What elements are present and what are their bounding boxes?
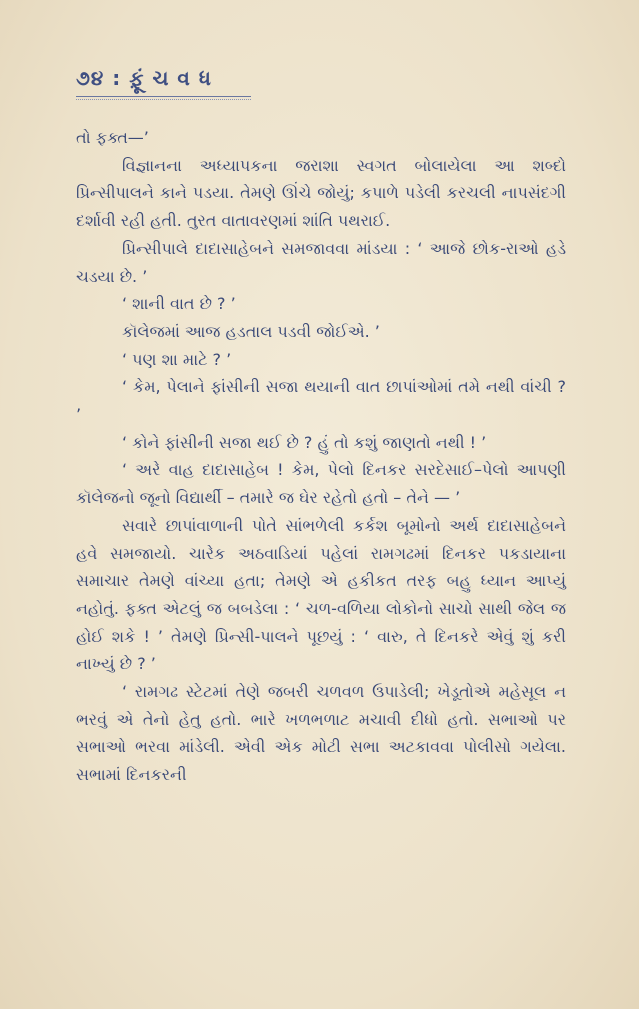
paragraph: ‘ અરે વાહ દાદાસાહેબ ! કેમ, પેલો દિનકર સરદેસાઈ–પેલો આપણી કૉલેજનો જૂનો વિદ્યાર્થી – તમારે જ ઘેર રહેતો હતો – તેને — ’ [76,460,566,508]
paragraph: ‘ પણ શા માટે ? ’ [122,349,232,369]
paragraph: પ્રિન્સીપાલે દાદાસાહેબને સમજાવવા માંડયા : ‘ આજે છોક-રાઓ હડે ચડયા છે. ’ [76,238,566,286]
paragraph: ‘ કોને ફાંસીની સજા થઈ છે ? હું તો કશું જાણતો નથી ! ’ [122,432,487,452]
page-body [76,124,566,789]
paragraph: વિજ્ઞાનના અધ્યાપકના જરાશા સ્વગત બોલાયેલા આ શબ્દો પ્રિન્સીપાલને કાને પડયા. તેમણે ઊંચે જોયું; કપાળે પડેલી કરચલી નાપસંદગી દર્શાવી રહી હતી. તુરત વાતાવરણમાં શાંતિ પથરાઈ. [76,155,566,231]
paragraph: તો ફક્ત—’ [76,128,149,147]
paragraph: ‘ રામગઢ સ્ટેટમાં તેણે જબરી ચળવળ ઉપાડેલી; ખેડૂતોએ મહેસૂલ ન ભરવું એ તેનો હેતુ હતો. ભારે ખળભળાટ મચાવી દીધો હતો. સભાઓ પર સભાઓ ભરવા માંડેલી. એવી એક મોટી સભા અટકાવવા પોલીસો ગયેલા. સભામાં દિનકરની [76,682,566,785]
page-header [76,66,246,100]
paragraph: સવારે છાપાંવાળાની પોતે સાંભળેલી કર્કશ બૂમોનો અર્થ દાદાસાહેબને હવે સમજાયો. ચારેક અઠવાડિયાં પહેલાં રામગઢમાં દિનકર પકડાયાના સમાચાર તેમણે વાંચ્યા હતા; તેમણે એ હકીકત તરફ બહુ ધ્યાન આપ્યું નહોતું. ફક્ત એટલું જ બબડેલા : ‘ ચળ-વળિયા લોકોનો સાચો સાથી જેલ જ હોઈ શકે ! ’ તેમણે પ્રિન્સી-પાલને પૂછયું : ‘ વારુ, તે દિનકરે એવું શું કરી નાખ્યું છે ? ’ [76,515,566,674]
paragraph: ‘ કેમ, પેલાને ફાંસીની સજા થયાની વાત છાપાંઓમાં તમે નથી વાંચી ? ’ [76,377,566,425]
header-underline [76,96,251,100]
paragraph: કૉલેજમાં આજ હડતાલ પડવી જોઈએ. ’ [122,321,380,341]
running-head: ૭૪ : ફૂ઼ં ચ વ ધ [76,66,212,90]
paragraph: ‘ શાની વાત છે ? ’ [122,294,236,314]
